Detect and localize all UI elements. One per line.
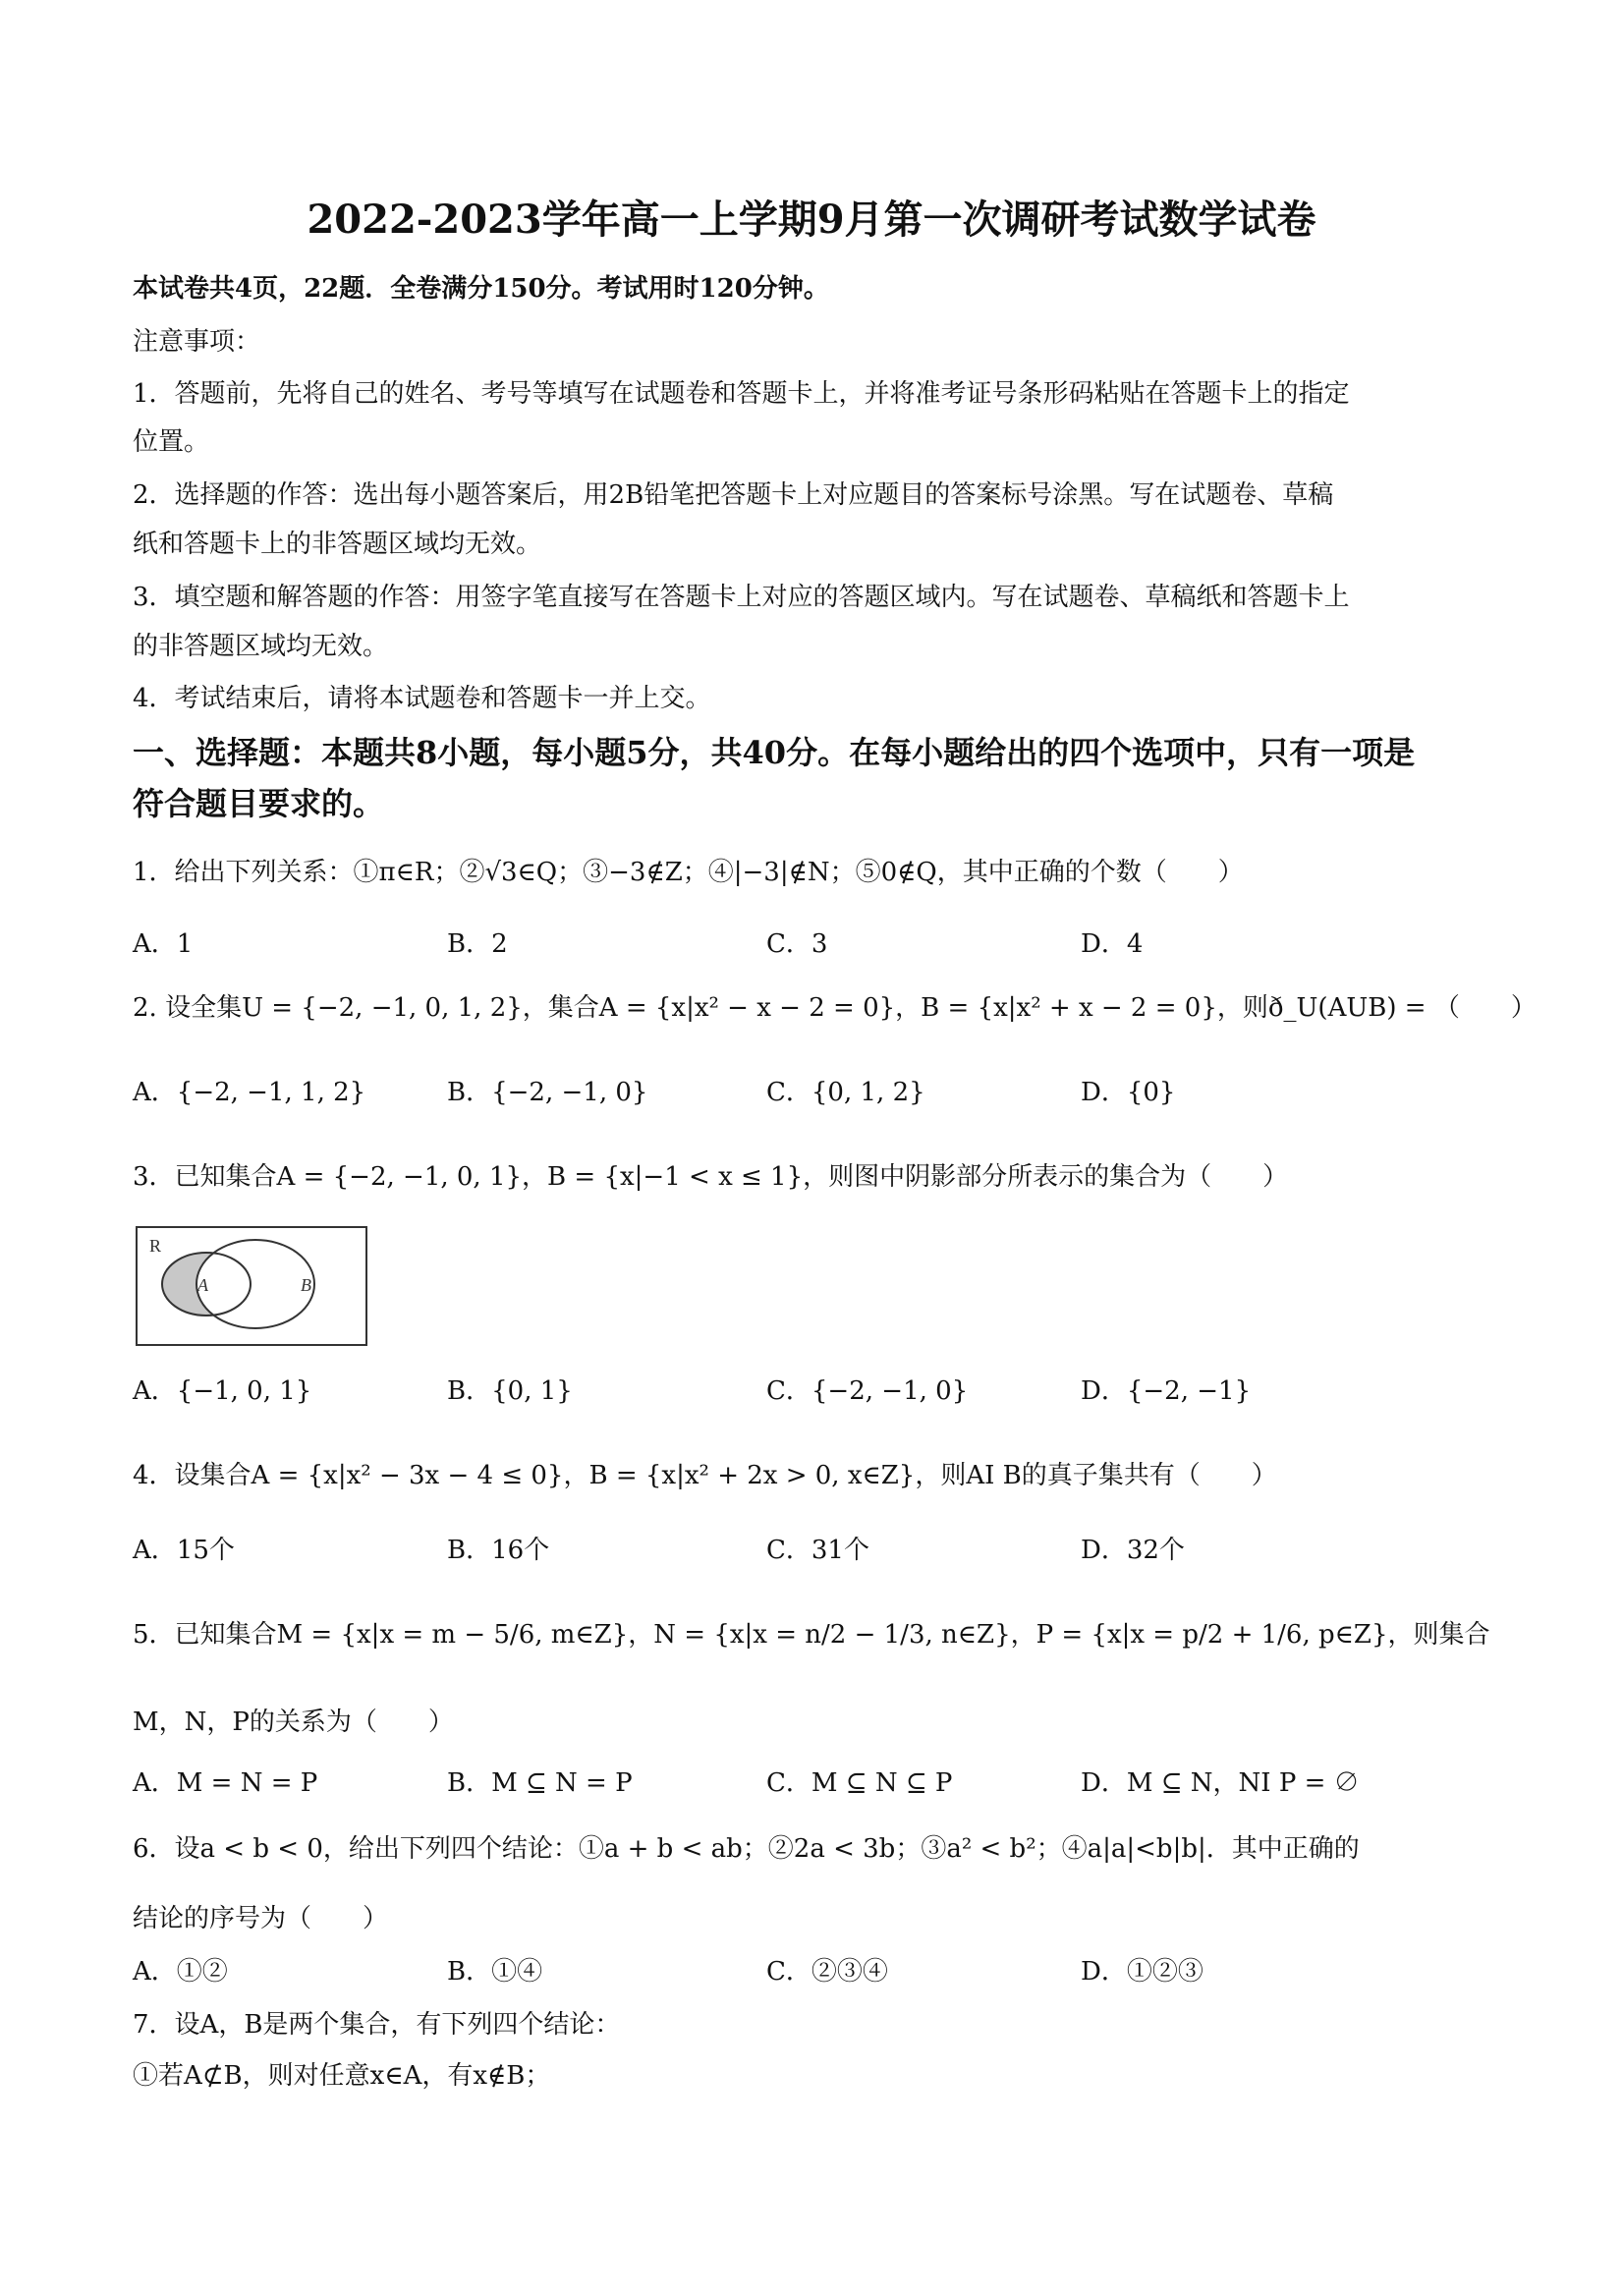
option-a: A．1 — [133, 929, 194, 959]
option-c: C．②③④ — [766, 1957, 888, 1987]
question-stem: 3．已知集合A = {−2, −1, 0, 1}，B = {x|−1 < x ≤ 1}，则图中阴影部分所表示的集合为（ ） — [133, 1162, 1289, 1192]
section-heading: 一、选择题：本题共8小题，每小题5分，共40分。在每小题给出的四个选项中，只有一项是 — [133, 734, 1416, 771]
set-b-label: B — [301, 1275, 311, 1295]
option-b: B．{−2, −1, 0} — [447, 1078, 648, 1107]
universe-label: R — [149, 1236, 162, 1256]
option-a: A．{−1, 0, 1} — [133, 1376, 312, 1406]
set-a-label: A — [197, 1275, 208, 1295]
option-b: B．2 — [447, 929, 508, 959]
option-b: B．M ⊆ N = P — [447, 1768, 633, 1798]
option-c: C．{0, 1, 2} — [766, 1078, 925, 1107]
option-d: D．M ⊆ N，NI P = ∅ — [1081, 1768, 1360, 1798]
venn-diagram — [136, 1226, 367, 1348]
note-line: 4．考试结束后，请将本试题卷和答题卡一并上交。 — [133, 684, 711, 713]
note-line: 2．选择题的作答：选出每小题答案后，用2B铅笔把答题卡上对应题目的答案标号涂黑。写在试题卷、草稿 — [133, 480, 1334, 510]
option-c: C．3 — [766, 929, 828, 959]
question-stem: ①若A⊄B，则对任意x∈A，有x∉B； — [133, 2061, 551, 2091]
option-b: B．16个 — [447, 1536, 550, 1565]
note-line: 3．填空题和解答题的作答：用签字笔直接写在答题卡上对应的答题区域内。写在试题卷、草稿纸和答题卡上 — [133, 583, 1350, 612]
section-heading: 符合题目要求的。 — [133, 785, 385, 822]
note-line: 1．答题前，先将自己的姓名、考号等填写在试题卷和答题卡上，并将准考证号条形码粘贴在答题卡上的指定 — [133, 379, 1350, 409]
question-stem: 7．设A，B是两个集合，有下列四个结论： — [133, 2010, 621, 2040]
option-a: A．15个 — [133, 1536, 235, 1565]
question-stem: 4．设集合A = {x|x² − 3x − 4 ≤ 0}，B = {x|x² + 2x > 0, x∈Z}，则AI B的真子集共有（ ） — [133, 1461, 1277, 1490]
option-d: D．32个 — [1081, 1536, 1185, 1565]
option-c: C．{−2, −1, 0} — [766, 1376, 969, 1406]
note-line: 位置。 — [133, 427, 210, 457]
note-line: 的非答题区域均无效。 — [133, 632, 389, 661]
question-stem: 1．给出下列关系：①π∈R；②√3∈Q；③−3∉Z；④|−3|∉N；⑤0∉Q，其中正确的个数（ ） — [133, 858, 1244, 887]
option-b: B．①④ — [447, 1957, 543, 1987]
option-c: C．31个 — [766, 1536, 869, 1565]
option-d: D．{0} — [1081, 1078, 1176, 1107]
option-c: C．M ⊆ N ⊆ P — [766, 1768, 953, 1798]
option-b: B．{0, 1} — [447, 1376, 573, 1406]
option-a: A．{−2, −1, 1, 2} — [133, 1078, 366, 1107]
question-stem: 6．设a < b < 0，给出下列四个结论：①a + b < ab；②2a < 3b；③a² < b²；④a|a|<b|b|．其中正确的 — [133, 1834, 1360, 1864]
option-d: D．{−2, −1} — [1081, 1376, 1252, 1406]
question-stem: 结论的序号为（ ） — [133, 1904, 389, 1933]
option-d: D．4 — [1081, 929, 1144, 959]
option-a: A．①② — [133, 1957, 228, 1987]
question-stem: 2. 设全集U = {−2, −1, 0, 1, 2}，集合A = {x|x² − x − 2 = 0}，B = {x|x² + x − 2 = 0}，则ð_U(AUB) = （ ） — [133, 993, 1537, 1023]
notes-heading: 注意事项： — [133, 327, 261, 357]
option-a: A．M = N = P — [133, 1768, 318, 1798]
exam-intro: 本试卷共4页，22题．全卷满分150分。考试用时120分钟。 — [133, 274, 829, 304]
exam-title: 2022-2023学年高一上学期9月第一次调研考试数学试卷 — [307, 196, 1316, 243]
option-d: D．①②③ — [1081, 1957, 1203, 1987]
question-stem: 5．已知集合M = {x|x = m − 5/6, m∈Z}，N = {x|x = n/2 − 1/3, n∈Z}，P = {x|x = p/2 + 1/6, p∈Z}，则集合 — [133, 1620, 1490, 1650]
question-stem: M，N，P的关系为（ ） — [133, 1708, 454, 1737]
note-line: 纸和答题卡上的非答题区域均无效。 — [133, 530, 542, 559]
